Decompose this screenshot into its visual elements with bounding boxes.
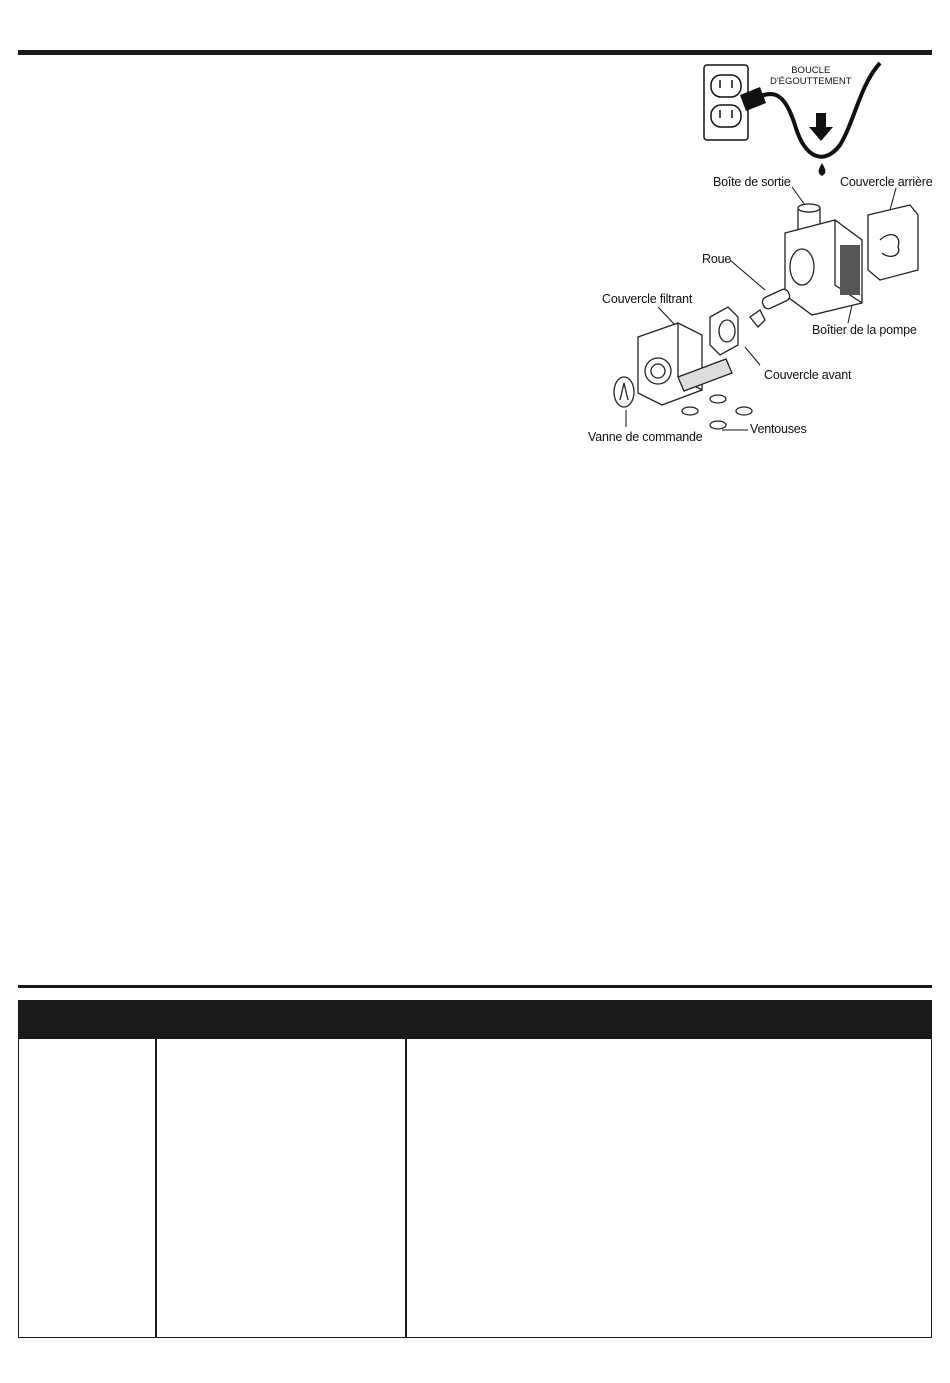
suction-cup-icon	[710, 421, 726, 429]
suction-cup-icon	[682, 407, 698, 415]
section-divider	[18, 985, 932, 988]
suction-cup-icon	[736, 407, 752, 415]
column-divider	[405, 1039, 407, 1337]
pump-exploded-diagram	[590, 55, 935, 455]
drip-loop-label-line1: BOUCLE	[791, 65, 831, 76]
suction-cup-icon	[710, 395, 726, 403]
plug-icon	[740, 87, 766, 111]
wall-outlet-icon	[704, 65, 748, 140]
control-valve-icon	[614, 377, 634, 407]
pump-illustration	[590, 55, 935, 455]
label-outlet: Boîte de sortie	[713, 175, 791, 189]
table-header	[19, 1001, 931, 1039]
column-divider	[155, 1039, 157, 1337]
arrow-down-icon	[809, 113, 833, 141]
label-impeller: Roue	[702, 252, 732, 266]
troubleshooting-table	[18, 1000, 932, 1338]
drip-loop-label	[770, 65, 852, 87]
label-suction-cups: Ventouses	[750, 422, 807, 436]
label-back-cover: Couvercle arrière	[840, 175, 933, 189]
drip-loop-label-line2: D'ÉGOUTTEMENT	[770, 76, 852, 87]
water-drop-icon	[819, 163, 826, 176]
label-front-cover: Couvercle avant	[764, 368, 852, 382]
label-filter-cover: Couvercle filtrant	[602, 292, 693, 306]
label-pump-housing: Boîtier de la pompe	[812, 323, 917, 337]
impeller-icon	[761, 288, 791, 311]
label-control-valve: Vanne de commande	[588, 430, 703, 444]
